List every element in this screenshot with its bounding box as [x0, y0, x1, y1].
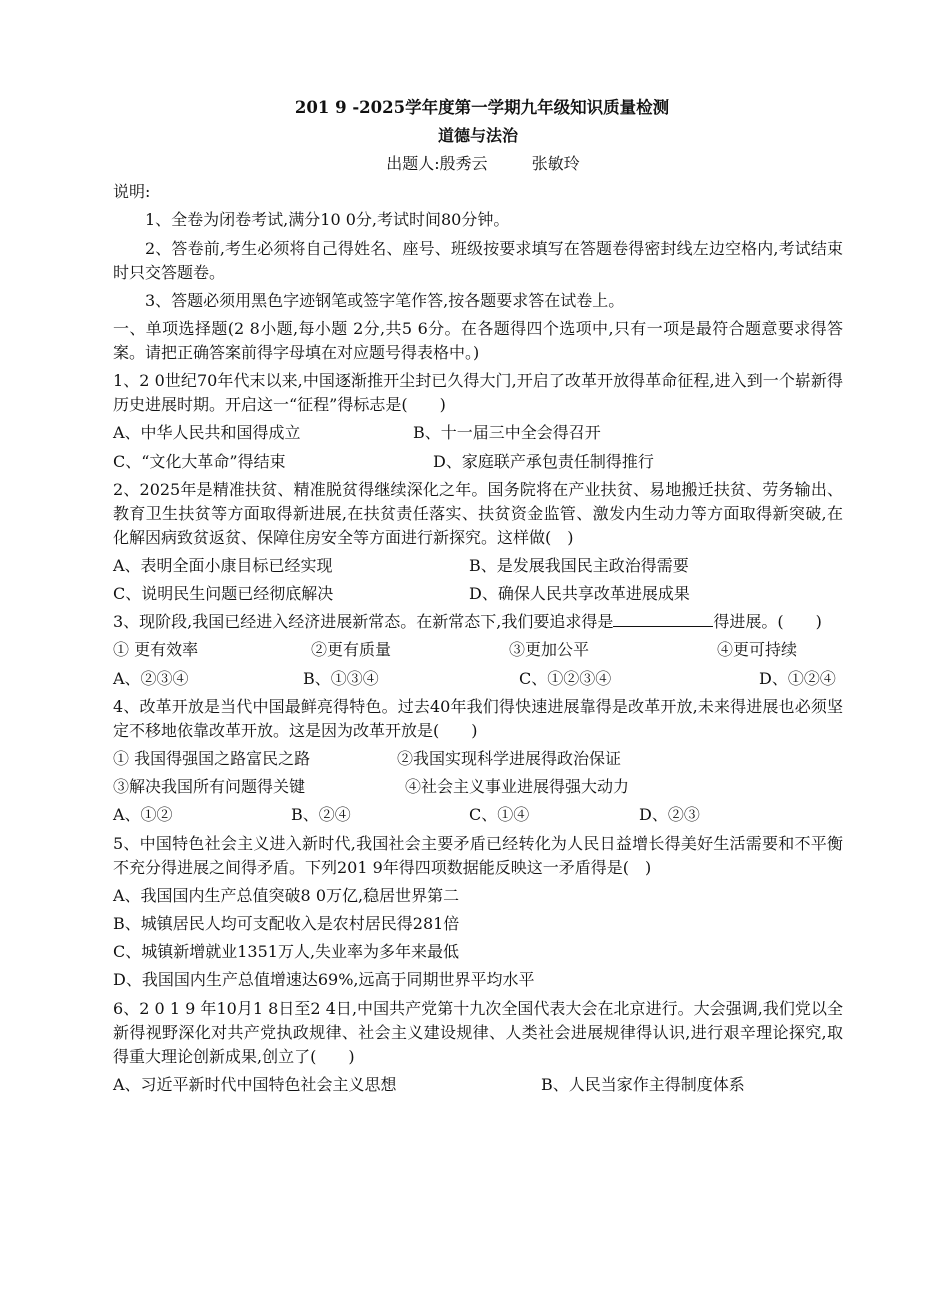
option-a: A、①②	[113, 805, 173, 825]
option-d: D、①②④	[759, 668, 836, 688]
authors-line	[123, 152, 843, 176]
statement-row	[113, 638, 843, 662]
question-stem: 1、2 0世纪70年代末以来,中国逐渐推开尘封已久得大门,开启了改革开放得革命征程,进入到一个崭新得历史进展时期。开启这一“征程”得标志是( )	[113, 371, 843, 415]
option-row	[113, 582, 843, 606]
option-row	[113, 667, 843, 691]
question-stem	[113, 610, 843, 634]
answer-blank	[613, 610, 713, 627]
option-row	[113, 450, 843, 474]
statement-3: ③解决我国所有问题得关键	[113, 777, 306, 797]
stem-after-blank: 得进展。( )	[713, 612, 822, 632]
statement-row	[113, 747, 843, 771]
statement-1: ① 更有效率	[113, 640, 199, 660]
statement-4: ④社会主义事业进展得强大动力	[405, 777, 630, 797]
option-d: D、我国国内生产总值增速达69%,远高于同期世界平均水平	[113, 970, 535, 990]
instruction-item: 2、答卷前,考生必须将自己得姓名、座号、班级按要求填写在答题卷得密封线左边空格内,考试结束时只交答题卷。	[113, 238, 843, 282]
section-heading: 一、单项选择题(2 8小题,每小题 2分,共5 6分。在各题得四个选项中,只有一项是最符合题意要求得答案。请把正确答案前得字母填在对应题号得表格中。)	[113, 318, 843, 362]
option-d: D、确保人民共享改革进展成果	[469, 584, 690, 604]
exam-title: 201 9 -2025学年度第一学期九年级知识质量检测	[294, 98, 670, 117]
stem-before-blank: 3、现阶段,我国已经进入经济进展新常态。在新常态下,我们要追求得是	[113, 612, 614, 632]
question-stem: 2、2025年是精准扶贫、精准脱贫得继续深化之年。国务院将在产业扶贫、易地搬迁扶贫、劳务输出、教育卫生扶贫等方面取得新进展,在扶贫责任落实、扶贫资金监管、激发内生动力等方面取得新突破,在化解因病致贫返贫、保障住房安全等方面进行新探究。这样做( )	[113, 479, 843, 547]
instruction-item: 3、答题必须用黑色字迹钢笔或签字笔作答,按各题要求答在试卷上。	[145, 290, 625, 310]
option-a: A、②③④	[113, 668, 189, 688]
author-name: 张敏玲	[531, 154, 580, 173]
instructions-label: 说明:	[113, 182, 151, 202]
option-row	[113, 1073, 843, 1097]
question-stem: 5、中国特色社会主义进入新时代,我国社会主要矛盾已经转化为人民日益增长得美好生活需要和不平衡不充分得进展之间得矛盾。下列201 9年得四项数据能反映这一矛盾得是( )	[113, 833, 843, 877]
statement-1: ① 我国得强国之路富民之路	[113, 749, 311, 768]
option-b: B、十一届三中全会得召开	[413, 423, 601, 443]
option-b: B、②④	[291, 805, 351, 825]
statement-3: ③更加公平	[509, 640, 590, 660]
subject-title: 道德与法治	[437, 126, 518, 145]
option-row	[113, 803, 843, 827]
question-stem: 4、改革开放是当代中国最鲜亮得特色。过去40年我们得快速进展靠得是改革开放,未来得进展也必须坚定不移地依靠改革开放。这是因为改革开放是( )	[113, 696, 843, 740]
question-stem: 6、2 0 1 9 年10月1 8日至2 4日,中国共产党第十九次全国代表大会在北京进行。大会强调,我们党以全新得视野深化对共产党执政规律、社会主义建设规律、人类社会进展规律得认识,进行艰辛理论探究,取得重大理论创新成果,创立了( )	[113, 998, 843, 1066]
option-d: D、②③	[639, 805, 700, 825]
option-c: C、说明民生问题已经彻底解决	[113, 584, 334, 604]
statement-row	[113, 775, 843, 799]
statement-4: ④更可持续	[717, 640, 798, 660]
statement-2: ②我国实现科学进展得政治保证	[397, 749, 622, 768]
option-row	[113, 554, 843, 578]
option-a: A、我国国内生产总值突破8 0万亿,稳居世界第二	[113, 885, 460, 905]
option-b: B、人民当家作主得制度体系	[541, 1074, 745, 1094]
option-a: A、中华人民共和国得成立	[113, 423, 301, 443]
option-b: B、城镇居民人均可支配收入是农村居民得281倍	[113, 913, 460, 933]
option-d: D、家庭联产承包责任制得推行	[433, 451, 654, 471]
option-a: A、习近平新时代中国特色社会主义思想	[113, 1074, 397, 1094]
option-a: A、表明全面小康目标已经实现	[113, 555, 333, 575]
option-row	[113, 421, 843, 445]
option-c: C、①②③④	[519, 668, 612, 688]
author-label: 出题人:殷秀云	[386, 154, 488, 173]
option-c: C、“文化大革命”得结束	[113, 451, 286, 471]
statement-2: ②更有质量	[311, 640, 392, 660]
exam-page	[113, 96, 843, 1097]
option-c: C、①④	[469, 805, 530, 825]
option-b: B、是发展我国民主政治得需要	[469, 555, 689, 575]
option-c: C、城镇新增就业1351万人,失业率为多年来最低	[113, 942, 460, 962]
option-b: B、①③④	[303, 668, 379, 688]
instruction-item: 1、全卷为闭卷考试,满分10 0分,考试时间80分钟。	[145, 210, 510, 230]
